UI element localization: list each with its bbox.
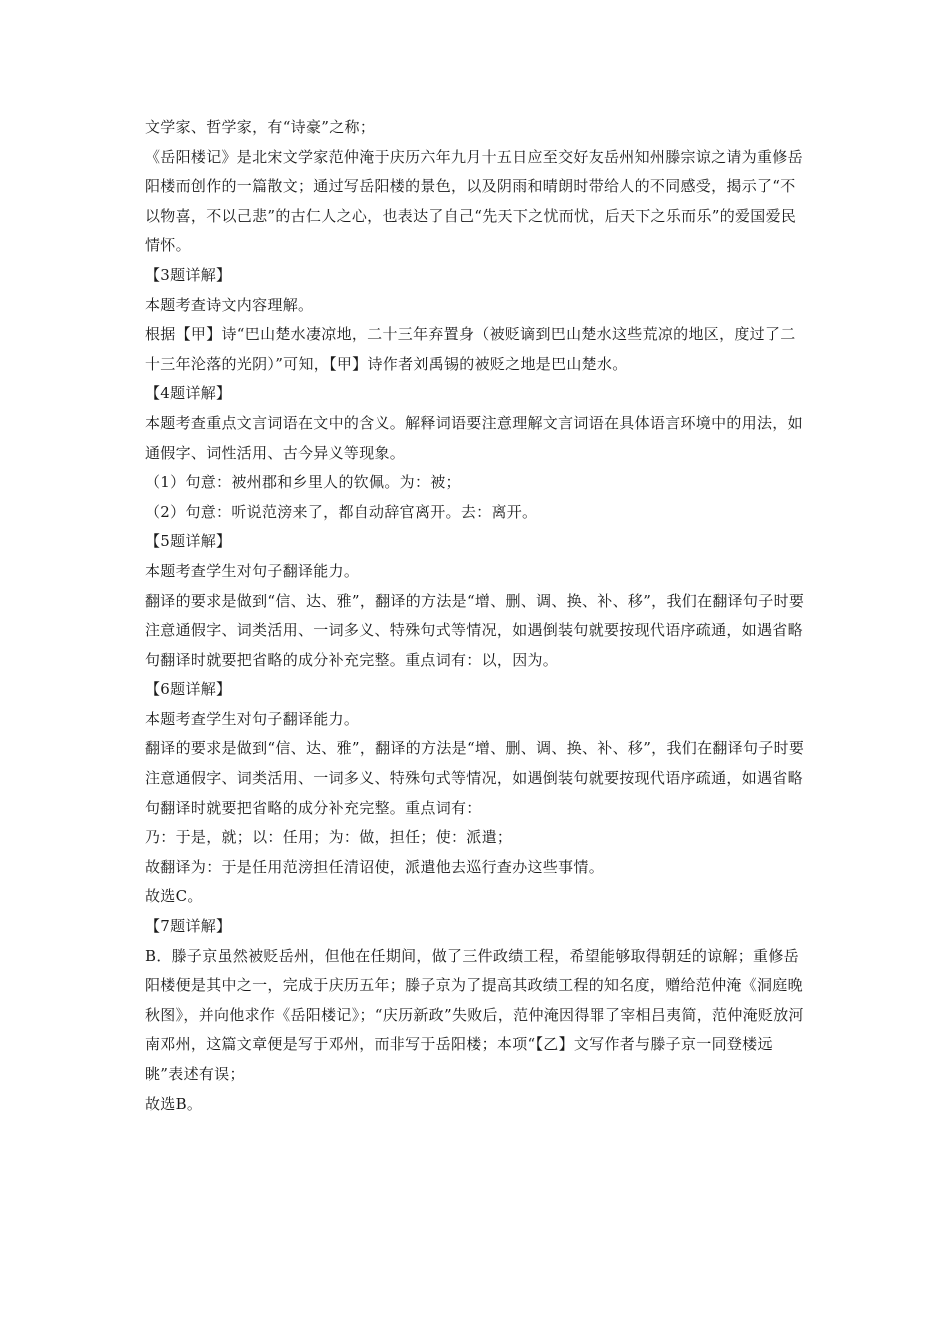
paragraph-poet-intro: 文学家、哲学家，有“诗豪”之称； xyxy=(145,118,376,136)
paragraph-q5-topic: 本题考查学生对句子翻译能力。 xyxy=(145,561,360,580)
heading-question-3: 【3题详解】 xyxy=(145,265,232,284)
paragraph-q4-topic: 本题考查重点文言词语在文中的含义。解释词语要注意理解文言词语在具体语言环境中的用法，如通假字、词性活用、古今异义等现象。 xyxy=(145,413,803,462)
heading-question-5: 【5题详解】 xyxy=(145,532,232,551)
paragraph-q6-answer: 故选C。 xyxy=(145,887,203,906)
paragraph-q7-explanation: B．滕子京虽然被贬岳州，但他在任期间，做了三件政绩工程，希望能够取得朝廷的谅解；重修岳阳楼便是其中之一，完成于庆历五年；滕子京为了提高其政绩工程的知名度，赠给范仲淹《洞庭晚秋图》，并向他求作《岳阳楼记》；“庆历新政”失败后，范仲淹因得罪了宰相吕夷简，范仲淹贬放河南邓州，这篇文章便是写于邓州，而非写于岳阳楼；本项“【乙】文写作者与滕子京一同登楼远眺”表述有误； xyxy=(145,946,804,1083)
paragraph-q4-item-1: （1）句意：被州郡和乡里人的钦佩。为：被； xyxy=(145,473,461,492)
heading-question-4: 【4题详解】 xyxy=(145,384,232,403)
paragraph-q6-translation: 故翻译为：于是任用范滂担任清诏使，派遣他去巡行查办这些事情。 xyxy=(145,857,605,876)
answer-explanation-text xyxy=(145,113,805,1119)
heading-question-7: 【7题详解】 xyxy=(145,917,232,936)
paragraph-q6-explanation: 翻译的要求是做到“信、达、雅”，翻译的方法是“增、删、调、换、补、移”，我们在翻译句子时要注意通假字、词类活用、一词多义、特殊句式等情况，如遇倒装句就要按现代语序疏通，如遇省略句翻译时就要把省略的成分补充完整。重点词有： xyxy=(145,739,805,817)
paragraph-yueyanglouji-intro: 《岳阳楼记》是北宋文学家范仲淹于庆历六年九月十五日应至交好友岳州知州滕宗谅之请为重修岳阳楼而创作的一篇散文；通过写岳阳楼的景色，以及阴雨和晴朗时带给人的不同感受，揭示了“不以物喜，不以己悲”的古仁人之心，也表达了自己“先天下之忧而忧，后天下之乐而乐”的爱国爱民情怀。 xyxy=(145,147,803,255)
paragraph-q4-item-2: （2）句意：听说范滂来了，都自动辞官离开。去：离开。 xyxy=(145,502,538,521)
paragraph-q7-answer: 故选B。 xyxy=(145,1094,203,1113)
paragraph-q6-keywords: 乃：于是，就；以：任用；为：做，担任；使：派遣； xyxy=(145,828,513,847)
paragraph-q3-topic: 本题考查诗文内容理解。 xyxy=(145,295,314,314)
paragraph-q3-explanation: 根据【甲】诗“巴山楚水凄凉地，二十三年弃置身（被贬谪到巴山楚水这些荒凉的地区，度过了二十三年沦落的光阴）”可知，【甲】诗作者刘禹锡的被贬之地是巴山楚水。 xyxy=(145,325,796,373)
paragraph-q5-explanation: 翻译的要求是做到“信、达、雅”，翻译的方法是“增、删、调、换、补、移”，我们在翻译句子时要注意通假字、词类活用、一词多义、特殊句式等情况，如遇倒装句就要按现代语序疏通，如遇省略句翻译时就要把省略的成分补充完整。重点词有：以，因为。 xyxy=(145,591,805,669)
paragraph-q6-topic: 本题考查学生对句子翻译能力。 xyxy=(145,709,360,728)
heading-question-6: 【6题详解】 xyxy=(145,680,232,699)
